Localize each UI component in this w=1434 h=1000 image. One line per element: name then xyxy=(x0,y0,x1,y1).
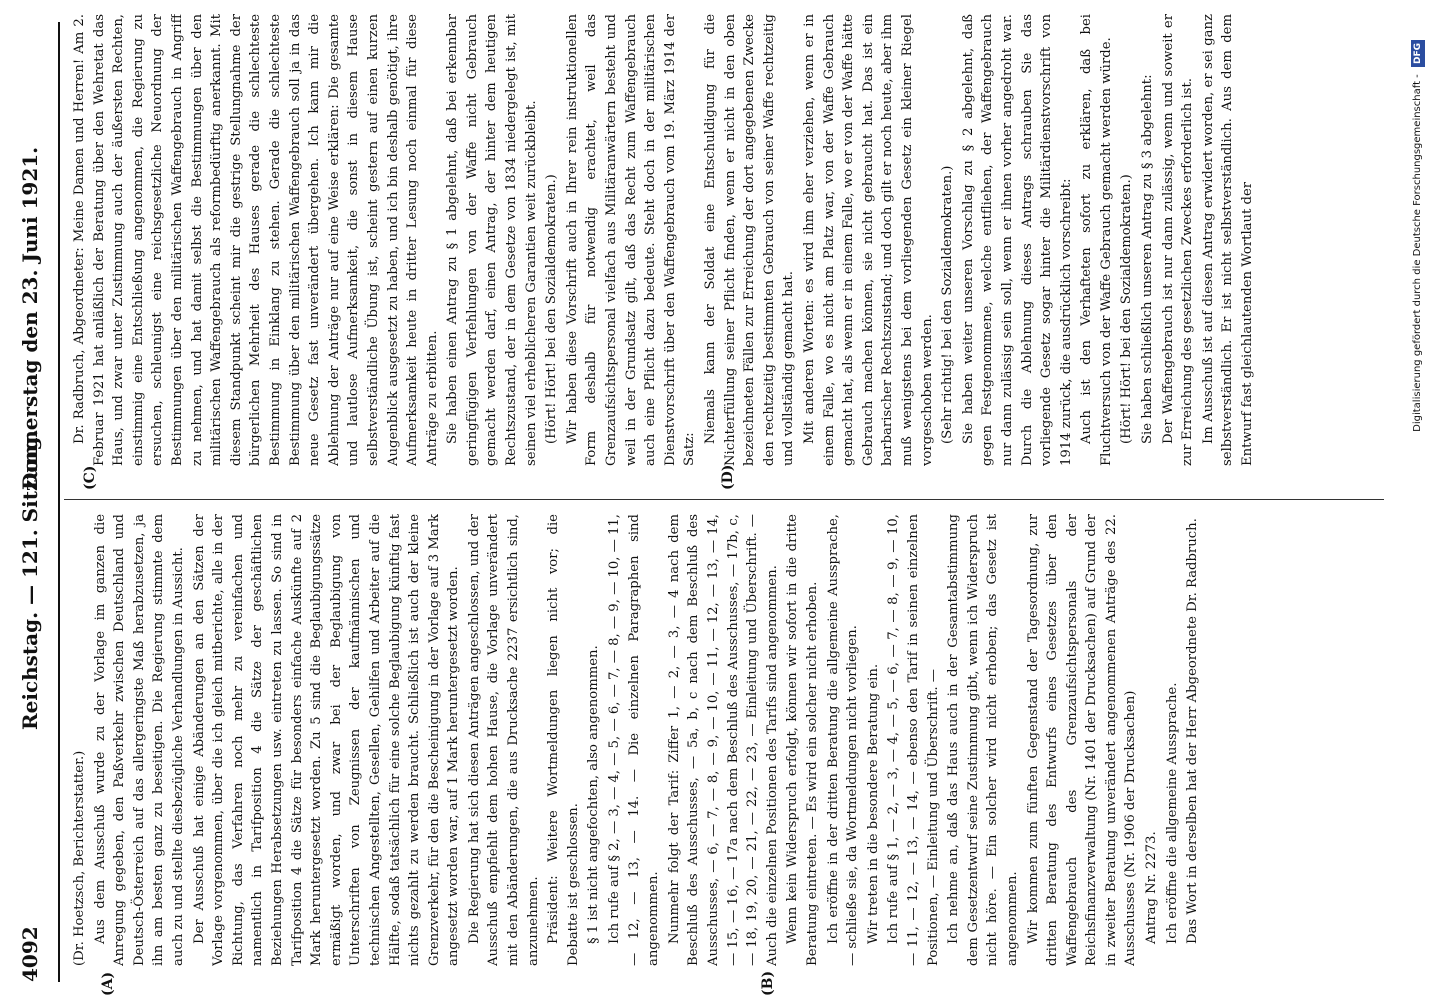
paragraph: Wir treten in die besondere Beratung ein. xyxy=(865,663,881,944)
paragraph: (Dr. Hoetzsch, Berichterstatter.) xyxy=(72,750,87,966)
page-number: 4092 xyxy=(18,926,42,982)
paragraph: Präsident: Weitere Wortmeldungen liegen nicht vor; die Debatte ist geschlossen. xyxy=(546,514,581,966)
margin-mark-b: (B) xyxy=(760,970,776,996)
paragraph: (Sehr richtig! bei den Sozialdemokraten.) xyxy=(940,165,956,444)
paragraph: Ich nehme an, daß das Haus auch in der Gesamtabstimmung dem Gesetzentwurf seine Zustimmung gibt, wenn ich Widerspruch nicht höre. — Ein solcher wird nicht erhoben; das Gesetz ist angenommen. xyxy=(946,514,1020,966)
paragraph: Das Wort in derselben hat der Herr Abgeordnete Dr. Radbruch. xyxy=(1185,518,1201,944)
paragraph: (Hört! Hört! bei den Sozialdemokraten.) xyxy=(544,174,560,444)
paragraph: Ich eröffne in der dritten Beratung die allgemeine Aussprache, — schließe sie, da Wortmeldungen nicht vorliegen. xyxy=(825,514,861,966)
session-title: Reichstag. — 121. Sitzung. xyxy=(18,429,42,730)
paragraph: Ich rufe auf § 2, — 3, — 4, — 5, — 6, — 7, — 8, — 9, — 10, — 11, — 12, — 13, — 14. — Die einzelnen Paragraphen sind angenommen. xyxy=(607,514,662,966)
credit-text: Digitalisierung gefördert durch die Deutsche Forschungsgemeinschaft - xyxy=(1412,74,1423,432)
right-text-column xyxy=(70,14,1390,466)
paragraph: Wir haben diese Vorschrift auch in Ihrer rein instruktionellen Form deshalb für notwendig erachtet, weil das Grenzaufsichtspersonal vielfach aus Militäranwärtern besteht und weil in der Grundsatz gilt, daß das Recht zum Waffengebrauch auch eine Pflicht dazu bedeute. Steht doch in der militärischen Dienstvorschrift über den Waffengebrauch vom 19. März 1914 der Satz: xyxy=(564,14,698,466)
paragraph: Wenn kein Widerspruch erfolgt, können wir sofort in die dritte Beratung eintreten. — Es wird ein solcher nicht erhoben. xyxy=(785,514,820,966)
paragraph: Antrag Nr. 2273. xyxy=(1144,831,1160,944)
paragraph: Die Regierung hat sich diesen Anträgen angeschlossen, und der Ausschuß empfiehlt dem hohen Hause, die Vorlage unverändert mit den Abänderungen, die aus Drucksache 2237 ersichtlich sind, anzunehmen. xyxy=(466,514,541,966)
margin-mark-a: (A) xyxy=(100,971,116,996)
paragraph: Ich rufe auf § 1, — 2, — 3, — 4, — 5, — 6, — 7, — 8, — 9, — 10, — 11, — 12, — 13, — 14, — ebenso den Tarif in seinen einzelnen Positionen, — Einleitung und Überschrift. — xyxy=(886,514,941,966)
margin-mark-c: (C) xyxy=(82,465,98,490)
paragraph: Sie haben schließlich unseren Antrag zu § 3 abgelehnt: xyxy=(1140,74,1156,444)
paragraph: Auch ist den Verhafteten sofort zu erklären, daß bei Fluchtversuch von der Waffe Gebrauch gemacht werden würde. xyxy=(1079,14,1114,466)
session-date: Donnerstag den 23. Juni 1921. xyxy=(18,146,42,490)
paragraph: (Hört! Hört! bei den Sozialdemokraten.) xyxy=(1119,174,1135,444)
paragraph: Ich eröffne die allgemeine Aussprache. xyxy=(1164,682,1180,944)
paragraph: § 1 ist nicht angefochten, also angenommen. xyxy=(586,645,602,944)
paragraph: Aus dem Ausschuß wurde zu der Vorlage im ganzen die Anregung gegeben, den Paßverkehr zwischen Deutschland und Deutsch-Österreich auf das allergeringste Maß herabzusetzen, ja ihn am besten ganz zu beseitigen. Die Regierung stimmte dem auch zu und stellte diesbezügliche Verhandlungen in Aussicht. xyxy=(92,514,186,966)
left-text-column xyxy=(70,514,1390,966)
paragraph: Niemals kann der Soldat eine Entschuldigung für die Nichterfüllung seiner Pflicht finden, wenn er nicht in den oben bezeichneten Fällen zur Erreichung der dort angegebenen Zwecke den rechtzeitig bestimmten Gebrauch von seiner Waffe rechtzeitig und vollständig gemacht hat. xyxy=(703,14,797,466)
margin-mark-d: (D) xyxy=(720,464,736,490)
column-divider xyxy=(64,499,1384,500)
paragraph: Der Ausschuß hat einige Abänderungen an den Sätzen der Vorlage vorgenommen, über die ich gleich mitberichte, alle in der Richtung, das Verfahren noch mehr zu vereinfachen und namentlich in Tarifposition 4 die Sätze der geschäftlichen Beziehungen Herabsetzungen usw. eintreten zu lassen. So sind in Tarifposition 4 die Sätze für besonders einfache Auskünfte auf 2 Mark heruntergesetzt worden. Zu 5 sind die Beglaubigungssätze ermäßigt worden, und zwar bei der Beglaubigung von Unterschriften von Zeugnissen der kaufmännischen und technischen Angestellten, Gesellen, Gehilfen und Arbeiter auf die Hälfte, sodaß tatsächlich für eine solche Beglaubigung künftig fast nichts gezahlt zu werden braucht. Schließlich ist auch der kleine Grenzverkehr, für den die Bescheinigung in der Vorlage auf 3 Mark angesetzt worden war, auf 1 Mark heruntergesetzt worden. xyxy=(191,514,462,966)
header-rule xyxy=(58,22,60,982)
paragraph: Dr. Radbruch, Abgeordneter: Meine Damen und Herren! Am 2. Februar 1921 hat anläßlich der Beratung über den Wehretat das Haus, und zwar unter Zustimmung auch der äußersten Rechten, einstimmig eine Entschließung angenommen, die Regierung zu ersuchen, schleunigst eine reichsgesetzliche Neuordnung der Bestimmungen über den militärischen Waffengebrauch in Angriff zu nehmen, und hat damit selbst die Bestimmungen über den militärischen Waffengebrauch als reformbedürftig anerkannt. Mit diesem Standpunkt scheint mir die gestrige Stellungnahme der bürgerlichen Mehrheit des Hauses gerade die schlechteste Bestimmung in Einklang zu stehen. Gerade die schlechteste Bestimmung über den militärischen Waffengebrauch soll ja in das neue Gesetz fast unverändert übergehen. Ich kann mir die Ablehnung der Anträge nur auf eine Weise erklären: Die gesamte und lautlose Aufmerksamkeit, die sonst in diesem Hause selbstverständliche Übung ist, scheint gestern auf einen kurzen Augenblick ausgesetzt zu haben, und ich bin deshalb genötigt, ihre Aufmerksamkeit heute in dritter Lesung noch einmal für diese Anträge zu erbitten. xyxy=(72,14,440,466)
paragraph: Wir kommen zum fünften Gegenstand der Tagesordnung, zur dritten Beratung des Entwurfs eines Gesetzes über den Waffengebrauch des Grenzaufsichtspersonals der Reichsfinanzverwaltung (Nr. 1401 der Drucksachen) auf Grund der in zweiter Beratung unverändert angenommenen Anträge des 22. Ausschusses (Nr. 1906 der Drucksachen) xyxy=(1025,514,1139,966)
paragraph: Mit anderen Worten: es wird ihm eher verziehen, wenn er in einem Falle, wo es nicht am Platz war, von der Waffe Gebrauch gemacht hat, als wenn er in einem Falle, wo er von der Waffe hätte Gebrauch machen können, sie nicht gebraucht hat. Das ist ein barbarischer Rechtszustand; und doch gilt er noch heute, aber ihm muß wenigstens bei dem vorliegenden Gesetz ein kleiner Riegel vorgeschoben werden. xyxy=(801,14,935,466)
digitization-credit xyxy=(1408,40,1428,980)
paragraph: Sie haben weiter unseren Vorschlag zu § 2 abgelehnt, daß gegen Festgenommene, welche entfliehen, der Waffengebrauch nur dann zulässig sein soll, wenn er ihnen vorher angedroht war. Durch die Ablehnung dieses Antrags schrauben Sie das vorliegende Gesetz sogar hinter die Militärdienstvorschrift von 1914 zurück, die ausdrücklich vorschreibt: xyxy=(960,14,1074,466)
paragraph: Der Waffengebrauch ist nur dann zulässig, wenn und soweit er zur Erreichung des gesetzlichen Zweckes erforderlich ist. xyxy=(1160,14,1196,466)
paragraph: Im Ausschuß ist auf diesen Antrag erwidert worden, er sei ganz selbstverständlich. Er ist nicht selbstverständlich. Aus dem dem Entwurf fast gleichlautenden Wortlaut der xyxy=(1200,14,1256,466)
paragraph: Nunmehr folgt der Tarif: Ziffer 1, — 2, — 3, — 4 nach dem Beschluß des Ausschusses, — 5a, b, c nach dem Beschluß des Ausschusses, — 6, — 7, — 8, — 9, — 10, — 11, — 12, — 13, — 14, — 15, — 16, — 17a nach dem Beschluß des Ausschusses, — 17b, c, — 18, 19, 20, — 21, — 22, — 23, — Einleitung und Überschrift. — Auch die einzelnen Positionen des Tarifs sind angenommen. xyxy=(666,514,780,966)
paragraph: Sie haben einen Antrag zu § 1 abgelehnt, daß bei erkennbar geringfügigen Verfehlungen von der Waffe nicht Gebrauch gemacht werden darf, einen Antrag, der hinter dem heutigen Rechtszustand, der in dem Gesetze von 1834 niedergelegt ist, mit seinen viel erheblicheren Garantien weit zurückbleibt. xyxy=(445,14,539,466)
dfg-logo: DFG xyxy=(1411,40,1425,67)
